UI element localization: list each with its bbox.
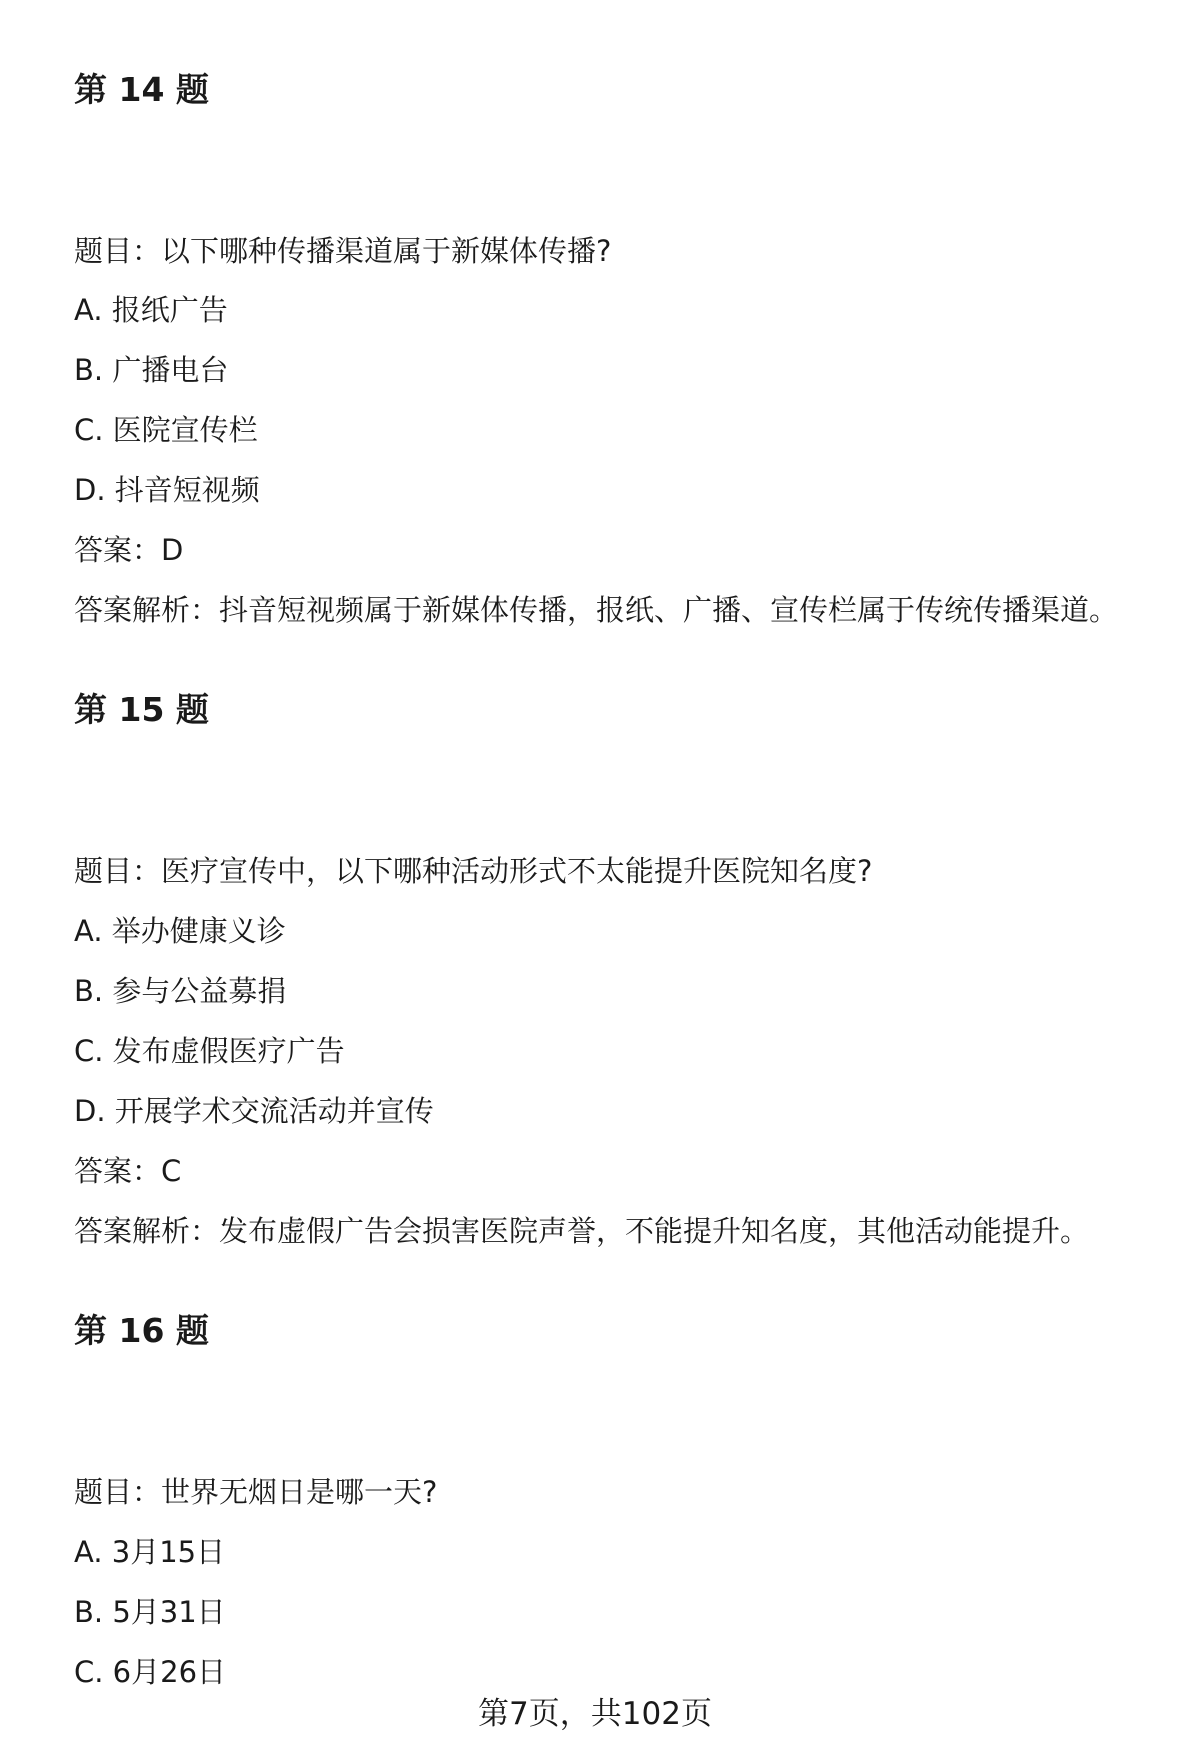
question-14-analysis: 答案解析：抖音短视频属于新媒体传播，报纸、广播、宣传栏属于传统传播渠道。	[74, 593, 1119, 627]
question-16-option-a: A. 3月15日	[74, 1535, 226, 1569]
question-16-option-c: C. 6月26日	[74, 1655, 227, 1689]
question-15-answer: 答案：C	[74, 1154, 182, 1188]
question-14-answer: 答案：D	[74, 533, 184, 567]
question-15-option-c: C. 发布虚假医疗广告	[74, 1034, 345, 1068]
question-15-option-a: A. 举办健康义诊	[74, 914, 286, 948]
question-15-stem: 题目：医疗宣传中，以下哪种活动形式不太能提升医院知名度?	[74, 854, 873, 888]
question-14-option-b: B. 广播电台	[74, 353, 229, 387]
question-16-stem: 题目：世界无烟日是哪一天?	[74, 1475, 438, 1509]
question-15-heading: 第 15 题	[74, 690, 209, 729]
question-14-heading: 第 14 题	[74, 70, 209, 109]
question-14-option-c: C. 医院宣传栏	[74, 413, 258, 447]
question-14-stem: 题目：以下哪种传播渠道属于新媒体传播?	[74, 234, 612, 268]
question-16-heading: 第 16 题	[74, 1311, 209, 1350]
question-15-analysis: 答案解析：发布虚假广告会损害医院声誉，不能提升知名度，其他活动能提升。	[74, 1214, 1090, 1248]
page-number-footer: 第7页，共102页	[478, 1696, 712, 1732]
question-15-option-d: D. 开展学术交流活动并宣传	[74, 1094, 434, 1128]
question-16-option-b: B. 5月31日	[74, 1595, 226, 1629]
question-14-option-d: D. 抖音短视频	[74, 473, 260, 507]
question-14-option-a: A. 报纸广告	[74, 293, 228, 327]
question-15-option-b: B. 参与公益募捐	[74, 974, 287, 1008]
